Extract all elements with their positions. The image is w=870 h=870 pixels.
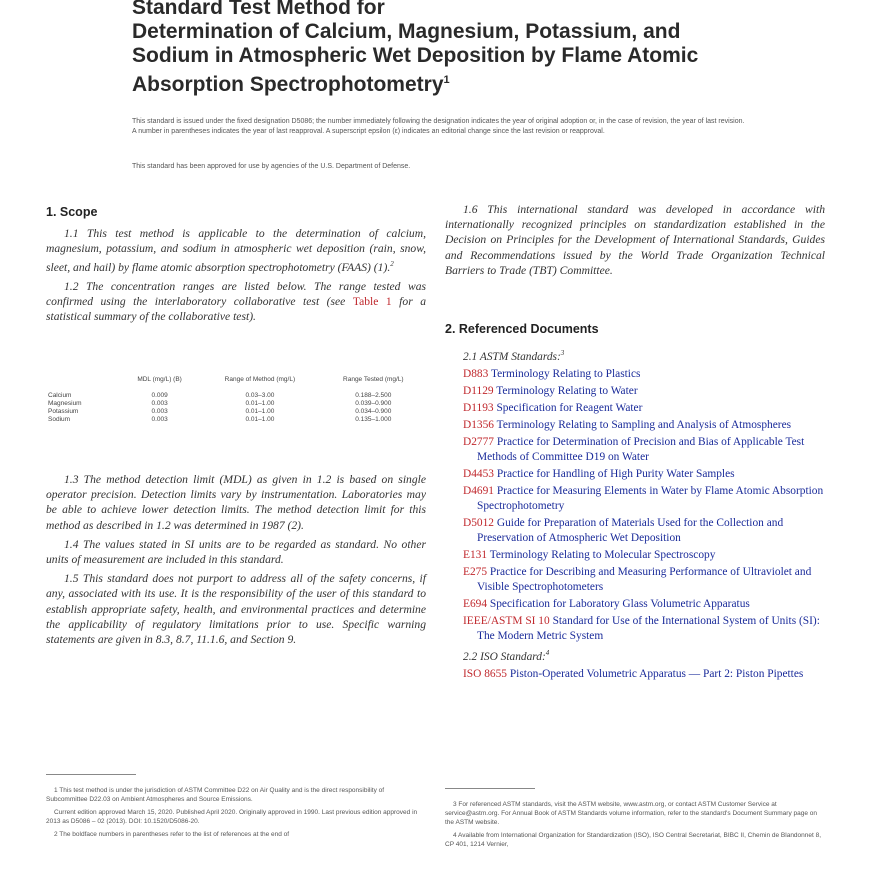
table-cell: 0.034–0.900 — [355, 408, 392, 415]
reference-code[interactable]: E131 — [463, 548, 488, 561]
table-cell: Sodium — [48, 416, 71, 423]
reference-code[interactable]: D1193 — [463, 401, 494, 414]
footnotes-right — [445, 800, 825, 853]
reference-item[interactable] — [463, 667, 825, 682]
table-cell: 0.01–1.00 — [245, 408, 275, 415]
reference-title[interactable]: Terminology Relating to Plastics — [490, 367, 641, 380]
references-heading: 2. Referenced Documents — [445, 322, 599, 336]
reference-code[interactable]: E694 — [463, 597, 488, 610]
scope-paragraph — [46, 226, 426, 274]
astm-label-text: 2.1 ASTM Standards: — [463, 350, 561, 363]
reference-code[interactable]: D883 — [463, 367, 489, 380]
title-line: Determination of Calcium, Magnesium, Potassium, and — [132, 20, 681, 43]
reference-code[interactable]: D1356 — [463, 418, 495, 431]
table-spacer — [46, 384, 120, 392]
table-1-link[interactable]: Table 1 — [352, 294, 392, 308]
astm-standards-label — [463, 346, 825, 365]
scope-paragraph: 1.6 This international standard was developed in accordance with internationally recognized principles on standardization established in the Decision on Principles for the Development of International Standards, Guides and Recommendations issued by the World Trade Organization Technical Barriers to Trade (TBT) Committee. — [445, 203, 825, 277]
references-section — [445, 322, 825, 343]
mdl-table — [46, 376, 426, 424]
reference-code[interactable]: IEEE/ASTM SI 10 — [463, 614, 550, 627]
reference-title[interactable]: Terminology Relating to Molecular Spectroscopy — [489, 548, 716, 561]
reference-title[interactable]: Practice for Determination of Precision and Bias of Applicable Test Methods of Committee D19 on Water — [477, 435, 805, 463]
reference-code[interactable]: E275 — [463, 565, 488, 578]
table-cell: Potassium — [48, 408, 79, 415]
reference-title[interactable]: Specification for Reagent Water — [496, 401, 643, 414]
reference-code[interactable]: D1129 — [463, 384, 494, 397]
table-cell: 0.003 — [151, 408, 168, 415]
scope-paragraph: 1.3 The method detection limit (MDL) as given in 1.2 is based on single operator precision. Detection limits vary by instrumentation. Laboratories may be able to achieve lower detection limits. The method detection limit for this method as described in 1.2 was determined in 1987 (2). — [46, 473, 426, 532]
reference-item[interactable] — [463, 367, 825, 382]
scope-p2a: 1.2 The concentration ranges are listed below. The range tested was confirmed using the interlaboratory collaborative test (see — [46, 279, 426, 308]
scope-paragraph: 1.4 The values stated in SI units are to be regarded as standard. No other units of measurement are included in this standard. — [46, 537, 426, 567]
iso-label-text: 2.2 ISO Standard: — [463, 650, 546, 663]
approval-note: This standard has been approved for use by agencies of the U.S. Department of Defense. — [132, 163, 411, 170]
scope-paragraph: 1.5 This standard does not purport to address all of the safety concerns, if any, associated with its use. It is the responsibility of the user of this standard to establish appropriate safety, health, and environmental practices and determine the applicability of regulatory limitations prior to use. Specific warning statements are given in 8.3, 8.7, 11.1.6, and Section 9. — [46, 572, 426, 647]
reference-item[interactable] — [463, 516, 825, 546]
table-cell: 0.003 — [151, 416, 168, 423]
reference-item[interactable] — [463, 467, 825, 482]
reference-item[interactable] — [463, 548, 825, 563]
reference-code[interactable]: D4453 — [463, 467, 495, 480]
title-line: Sodium in Atmospheric Wet Deposition by Flame Atomic — [132, 44, 699, 67]
reference-title[interactable]: Terminology Relating to Sampling and Analysis of Atmospheres — [496, 418, 792, 431]
title-line-text: Absorption Spectrophotometry — [132, 73, 444, 96]
reference-code[interactable]: ISO 8655 — [463, 667, 507, 680]
title-line: Standard Test Method for — [132, 0, 385, 19]
table-header-row — [46, 376, 426, 384]
reference-item[interactable] — [463, 614, 825, 644]
table-header: MDL (mg/L) (B) — [137, 376, 182, 383]
table-row — [46, 408, 426, 416]
document-title — [132, 0, 752, 97]
reference-item[interactable] — [463, 597, 825, 612]
footnote: 2 The boldface numbers in parentheses refer to the list of references at the end of — [54, 831, 290, 838]
scope-p1: 1.1 This test method is applicable to the determination of calcium, magnesium, potassium, and sodium in atmospheric wet deposition (rain, snow, sleet, and hail) by flame atomic absorption spectrophotometry (FAAS) (1). — [46, 227, 426, 274]
reference-title[interactable]: Piston-Operated Volumetric Apparatus — Part 2: Piston Pipettes — [509, 667, 804, 680]
scope-paragraph — [46, 279, 426, 325]
scope-heading: 1. Scope — [46, 205, 98, 219]
footnote: 3 For referenced ASTM standards, visit the ASTM website, www.astm.org, or contact ASTM Customer Service at service@astm.org. For Annual Book of ASTM Standards volume information, refer to the standard's Document Summary page on the ASTM website. — [445, 801, 818, 826]
footnote: 1 This test method is under the jurisdiction of ASTM Committee D22 on Air Quality and is the direct responsibility of Subcommittee D22.03 on Ambient Atmospheres and Source Emissions. — [46, 787, 385, 803]
table-cell: Calcium — [48, 392, 72, 399]
right-column — [445, 202, 825, 282]
reference-item[interactable] — [463, 484, 825, 514]
reference-title[interactable]: Practice for Measuring Elements in Water by Flame Atomic Absorption Spectrophotometry — [477, 484, 824, 512]
footnote-rule — [46, 774, 136, 775]
table-cell: 0.003 — [151, 400, 168, 407]
reference-title[interactable]: Guide for Preparation of Materials Used for the Collection and Preservation of Atmospheric Wet Deposition — [477, 516, 784, 544]
footnote: 4 Available from International Organization for Standardization (ISO), ISO Central Secretariat, BIBC II, Chemin de Blandonnet 8, CP 401, 1214 Vernier, — [445, 832, 822, 848]
table-row — [46, 392, 426, 400]
table-cell: 0.01–1.00 — [245, 416, 275, 423]
reference-code[interactable]: D2777 — [463, 435, 495, 448]
table-cell: 0.135–1.000 — [355, 416, 392, 423]
reference-title[interactable]: Standard for Use of the International System of Units (SI): The Modern Metric System — [477, 614, 820, 642]
footnote-mark: 3 — [560, 349, 565, 357]
footnote-rule — [445, 788, 535, 789]
reference-title[interactable]: Terminology Relating to Water — [496, 384, 638, 397]
footnote-mark: 2 — [390, 259, 394, 268]
table-cell: 0.188–2.500 — [355, 392, 392, 399]
iso-standard-label — [463, 646, 825, 665]
footnote: Current edition approved March 15, 2020. Published April 2020. Originally approved in 1990. Last previous edition approved in 2013 as D5086 – 02 (2013). DOI: 10.1520/D5086-20. — [46, 809, 418, 825]
title-footnote-mark: 1 — [443, 74, 450, 86]
table-cell: 0.009 — [151, 392, 168, 399]
reference-item[interactable] — [463, 418, 825, 433]
table-cell: 0.03–3.00 — [245, 392, 275, 399]
reference-code[interactable]: D4691 — [463, 484, 495, 497]
table-cell: 0.039–0.900 — [355, 400, 392, 407]
reference-title[interactable]: Specification for Laboratory Glass Volumetric Apparatus — [489, 597, 750, 610]
reference-item[interactable] — [463, 401, 825, 416]
reference-item[interactable] — [463, 435, 825, 465]
reference-item[interactable] — [463, 384, 825, 399]
table-cell: Magnesium — [48, 400, 82, 407]
reference-title[interactable]: Practice for Describing and Measuring Performance of Ultraviolet and Visible Spectrophotometers — [477, 565, 812, 593]
title-line — [132, 68, 752, 97]
reference-title[interactable]: Practice for Handling of High Purity Water Samples — [496, 467, 735, 480]
footnote-mark: 4 — [545, 648, 550, 657]
table-cell: 0.01–1.00 — [245, 400, 275, 407]
scope-p2b: for a statistical summary of the collaborative test). — [46, 294, 426, 324]
table-header: Range Tested (mg/L) — [343, 376, 404, 383]
table-row — [46, 416, 426, 424]
references-list — [463, 346, 825, 684]
left-column — [46, 205, 426, 328]
table-header — [46, 376, 120, 384]
left-column-lower — [46, 472, 426, 651]
table-row — [46, 400, 426, 408]
footnotes-left — [46, 786, 426, 843]
designation-note: This standard is issued under the fixed designation D5086; the number immediately following the designation indicates the year of original adoption or, in the case of revision, the year of last revision. A number in parentheses indicates the year of last reapproval. A superscript epsilon (ε) indicates an editorial change since the last revision or reapproval. — [132, 118, 745, 135]
reference-code[interactable]: D5012 — [463, 516, 495, 529]
table-header: Range of Method (mg/L) — [224, 376, 296, 383]
reference-item[interactable] — [463, 565, 825, 595]
